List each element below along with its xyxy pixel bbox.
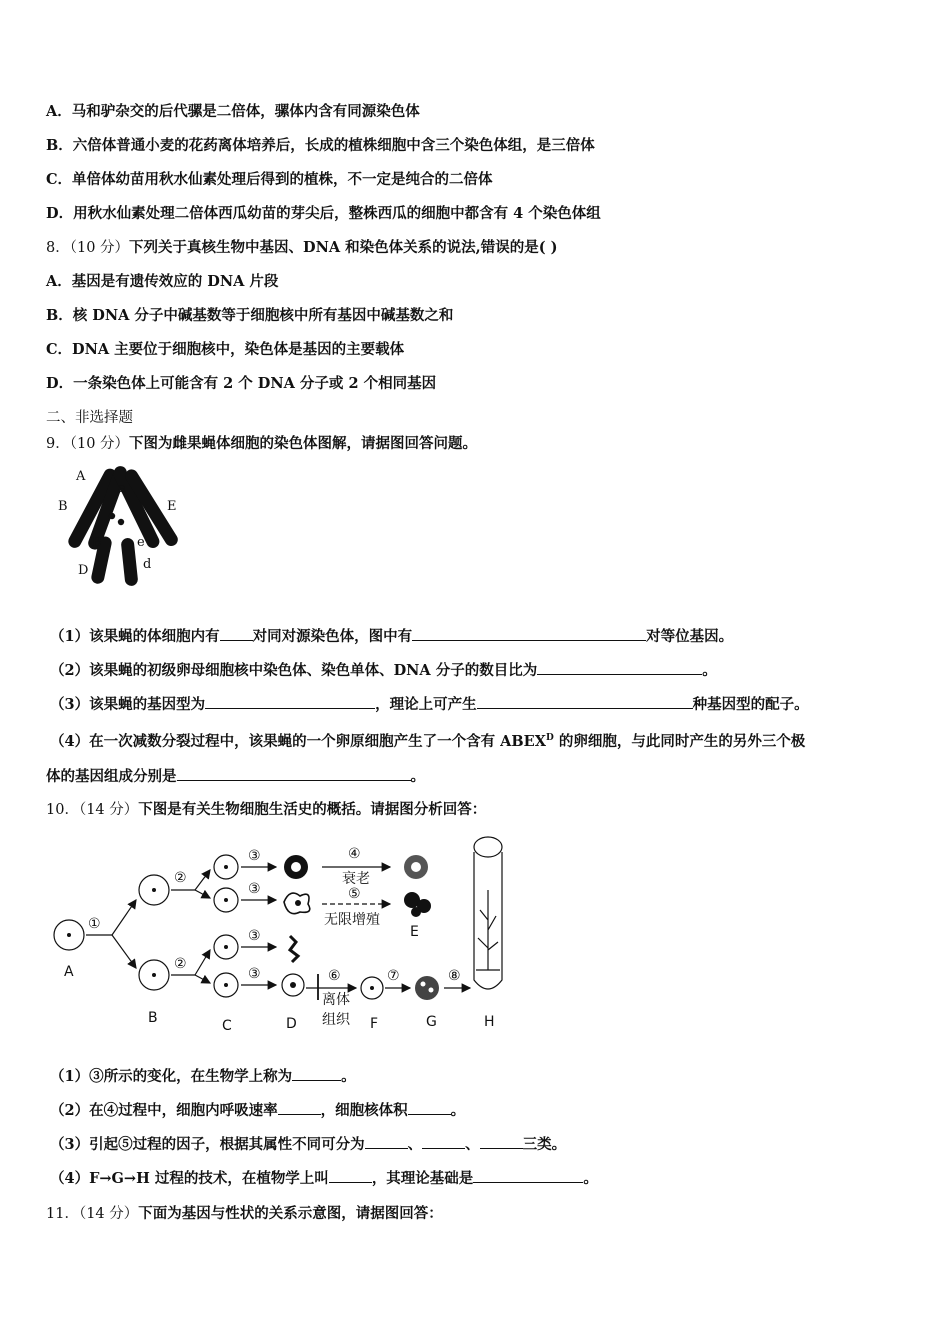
q10-sub2 — [50, 1100, 465, 1121]
q9-sub3-text-b: ，理论上可产生 — [375, 696, 477, 713]
label-unlimited-proliferation: 无限增殖 — [324, 912, 380, 928]
q8-stem — [46, 238, 558, 258]
label-D: D — [286, 1016, 297, 1032]
callus-G — [415, 976, 439, 1000]
answer-blank[interactable] — [365, 1134, 408, 1149]
answer-blank[interactable] — [412, 626, 646, 641]
q9-sub4-superscript: D — [545, 733, 554, 743]
label-step-4: ④ — [348, 846, 361, 862]
q9-sub4-text-d: 。 — [410, 768, 425, 785]
arrow-to-C3 — [195, 950, 210, 975]
label-step-3b: ③ — [248, 881, 261, 897]
q9-sub1-text-c: 对等位基因。 — [646, 628, 734, 645]
answer-blank[interactable] — [292, 1066, 341, 1081]
label-F: F — [370, 1016, 379, 1032]
label-step-1: ① — [88, 916, 101, 932]
plantlet — [478, 890, 498, 970]
q7-option-b: B．六倍体普通小麦的花药离体培养后，长成的植株细胞中含三个染色体组，是三倍体 — [46, 137, 595, 154]
callus-dot — [429, 988, 434, 993]
q9-sub2-text-a: （2）该果蝇的初级卵母细胞核中染色体、染色单体、DNA 分子的数目比为 — [50, 662, 538, 679]
q10-number: 10．（14 分） — [46, 802, 139, 818]
label-gene-E: E — [167, 499, 177, 514]
label-G: G — [426, 1014, 437, 1030]
q8-text: 下列关于真核生物中基因、DNA 和染色体关系的说法,错误的是( ) — [129, 239, 558, 256]
q10-sub3-text-b: 、 — [407, 1136, 423, 1153]
answer-blank[interactable] — [205, 694, 375, 709]
arrow-to-C2 — [195, 890, 210, 898]
label-isolated: 离体 — [322, 992, 350, 1008]
nucleus — [224, 983, 228, 987]
q10-sub2-text-b: ，细胞核体积 — [320, 1102, 408, 1119]
nucleus — [152, 888, 156, 892]
label-gene-D: D — [78, 563, 89, 578]
q10-sub4 — [50, 1168, 598, 1189]
nucleus — [290, 982, 296, 988]
q9-sub3 — [50, 694, 809, 715]
q7-option-a: A．马和驴杂交的后代骡是二倍体，骡体内含有同源染色体 — [46, 103, 420, 120]
aged-cell-center — [411, 862, 421, 872]
arrow-to-C1 — [195, 870, 210, 890]
answer-blank[interactable] — [278, 1100, 321, 1115]
q10-sub3 — [50, 1134, 566, 1155]
answer-blank[interactable] — [177, 766, 411, 781]
label-step-3d: ③ — [248, 966, 261, 982]
q8-number: 8．（10 分） — [46, 240, 130, 256]
cancer-cell-E-3 — [411, 907, 421, 917]
label-step-3c: ③ — [248, 928, 261, 944]
test-tube-cap — [474, 837, 502, 857]
arrow-to-C4 — [195, 975, 210, 983]
label-gene-e: e — [137, 535, 145, 550]
label-A: A — [64, 964, 74, 980]
q11-stem — [46, 1204, 443, 1224]
q10-sub4-text-b: ，其理论基础是 — [371, 1170, 474, 1187]
q10-sub3-text-c: 、 — [465, 1136, 480, 1153]
label-step-5: ⑤ — [348, 886, 361, 902]
q10-stem — [46, 800, 486, 820]
cell-life-history-figure — [50, 830, 520, 1036]
q10-sub1 — [50, 1066, 356, 1087]
q11-number: 11．（14 分） — [46, 1206, 139, 1222]
q10-sub3-text-a: （3）引起⑤过程的因子，根据其属性不同可分为 — [50, 1136, 365, 1153]
label-B: B — [148, 1010, 158, 1026]
q9-sub2-text-b: 。 — [702, 662, 717, 679]
q9-sub1-text-a: （1）该果蝇的体细胞内有 — [50, 628, 220, 645]
answer-blank[interactable] — [220, 626, 253, 641]
dot-chromosome-2 — [118, 519, 124, 525]
q8-option-b: B．核 DNA 分子中碱基数等于细胞核中所有基因中碱基数之和 — [46, 307, 454, 324]
answer-blank[interactable] — [477, 694, 693, 709]
nucleus — [224, 865, 228, 869]
q9-number: 9．（10 分） — [46, 436, 130, 452]
q10-sub3-text-d: 三类。 — [522, 1136, 567, 1153]
differentiated-cell-1-center — [291, 862, 301, 872]
q9-stem — [46, 434, 477, 454]
answer-blank[interactable] — [329, 1168, 372, 1183]
nucleus — [295, 900, 301, 906]
callus-dot — [421, 982, 426, 987]
q7-option-c: C．单倍体幼苗用秋水仙素处理后得到的植株，不一定是纯合的二倍体 — [46, 171, 493, 188]
q9-sub4-line2 — [46, 766, 425, 787]
label-step-6: ⑥ — [328, 968, 341, 984]
label-step-7: ⑦ — [387, 968, 400, 984]
section-heading: 二、非选择题 — [46, 410, 133, 426]
q10-text: 下图是有关生物细胞生活史的概括。请据图分析回答： — [138, 801, 487, 818]
q9-sub4-text-a: （4）在一次减数分裂过程中，该果蝇的一个卵原细胞产生了一个含有 ABEX — [50, 732, 546, 750]
label-step-3a: ③ — [248, 848, 261, 864]
label-step-2a: ② — [174, 870, 187, 886]
chromosome-figure — [50, 462, 190, 590]
nucleus — [152, 973, 156, 977]
nucleus — [67, 933, 71, 937]
q11-text: 下面为基因与性状的关系示意图，请据图回答： — [138, 1205, 443, 1222]
label-step-8: ⑧ — [448, 968, 461, 984]
label-gene-a: a — [118, 481, 126, 496]
nucleus — [370, 986, 374, 990]
q10-sub1-text-a: （1）③所示的变化，在生物学上称为 — [50, 1068, 293, 1085]
label-aging: 衰老 — [342, 871, 370, 887]
q9-sub1 — [50, 626, 733, 647]
q9-sub1-text-b: 对同对源染色体，图中有 — [252, 628, 413, 645]
q9-text: 下图为雌果蝇体细胞的染色体图解，请据图回答问题。 — [129, 435, 478, 452]
q8-option-a: A．基因是有遗传效应的 DNA 片段 — [46, 273, 279, 290]
answer-blank[interactable] — [537, 660, 702, 675]
label-gene-d: d — [143, 557, 152, 572]
specialized-cell — [290, 936, 298, 962]
q10-sub2-text-a: （2）在④过程中，细胞内呼吸速率 — [50, 1102, 278, 1119]
answer-blank[interactable] — [480, 1134, 523, 1149]
q9-sub4-line1 — [50, 728, 805, 752]
q8-option-c: C．DNA 主要位于细胞核中，染色体是基因的主要载体 — [46, 341, 405, 358]
answer-blank[interactable] — [408, 1100, 451, 1115]
nucleus — [224, 945, 228, 949]
nucleus — [224, 898, 228, 902]
chromosome-f-lower — [121, 537, 139, 586]
label-C: C — [222, 1018, 232, 1034]
q9-sub3-text-a: （3）该果蝇的基因型为 — [50, 696, 206, 713]
label-step-2b: ② — [174, 956, 187, 972]
q9-sub4-text-c: 体的基因组成分别是 — [46, 768, 177, 785]
q10-sub1-text-b: 。 — [341, 1068, 356, 1085]
label-E: E — [410, 924, 419, 940]
label-gene-A: A — [76, 469, 86, 484]
q10-sub2-text-c: 。 — [450, 1102, 466, 1119]
q7-option-d: D．用秋水仙素处理二倍体西瓜幼苗的芽尖后，整株西瓜的细胞中都含有 4 个染色体组 — [46, 205, 601, 222]
q8-option-d: D．一条染色体上可能含有 2 个 DNA 分子或 2 个相同基因 — [46, 375, 437, 392]
label-H: H — [484, 1014, 495, 1030]
answer-blank[interactable] — [473, 1168, 583, 1183]
label-gene-B-upper: B — [58, 499, 68, 514]
arrow-to-B-upper — [112, 900, 136, 935]
q9-sub2 — [50, 660, 717, 681]
q10-sub4-text-a: （4）F→G→H 过程的技术，在植物学上叫 — [50, 1170, 329, 1187]
arrow-to-B-lower — [112, 935, 136, 968]
label-tissue: 组织 — [322, 1012, 350, 1028]
label-gene-B-lower: B — [92, 535, 102, 550]
q9-sub4-text-b: 的卵细胞，与此同时产生的另外三个极 — [553, 732, 806, 750]
answer-blank[interactable] — [422, 1134, 465, 1149]
q9-sub3-text-c: 种基因型的配子。 — [692, 696, 809, 713]
dot-chromosome-1 — [109, 513, 115, 519]
q10-sub4-text-c: 。 — [583, 1170, 598, 1187]
